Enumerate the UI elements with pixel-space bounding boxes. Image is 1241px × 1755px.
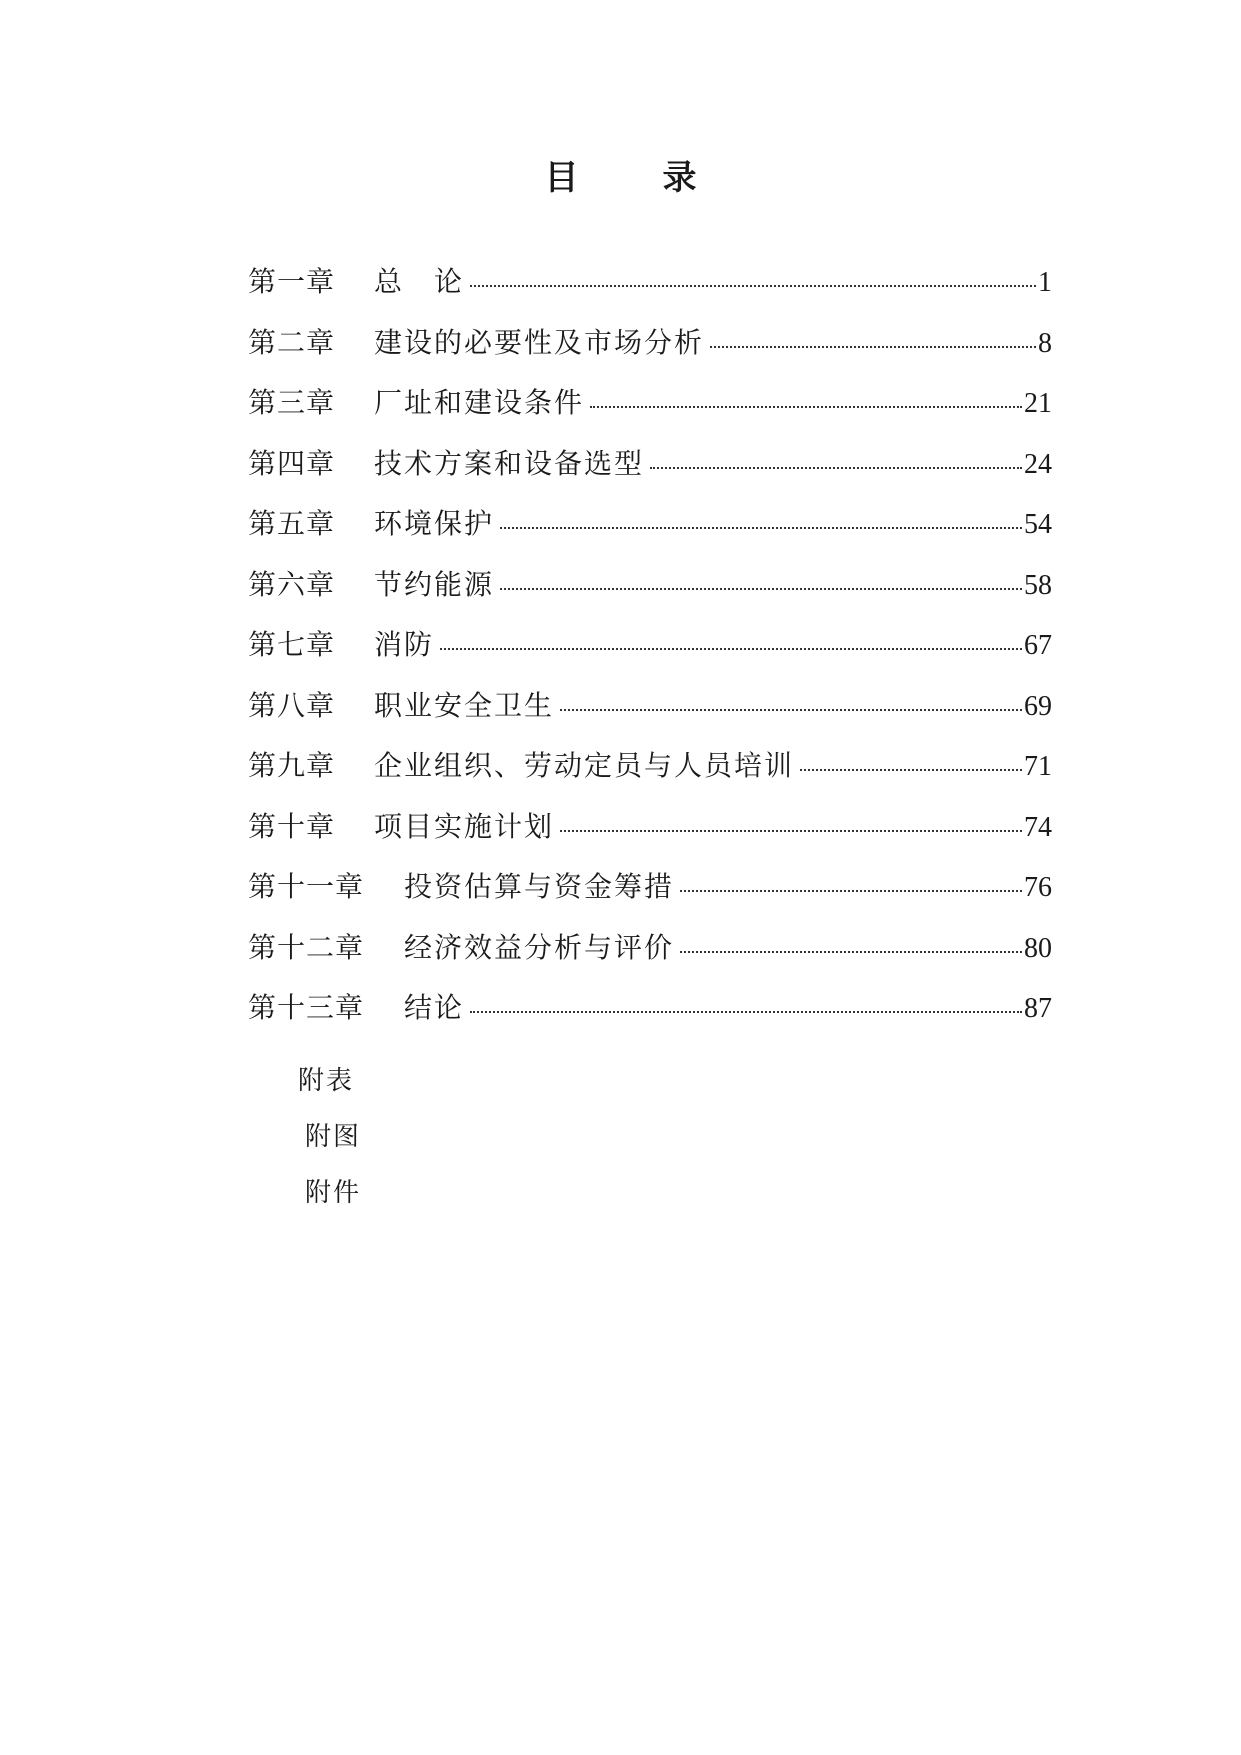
appendix-attachments[interactable]: 附件 — [305, 1178, 362, 1208]
table-of-contents — [248, 265, 1052, 1055]
toc-entry[interactable] — [248, 386, 1052, 450]
toc-entry[interactable] — [248, 265, 1052, 329]
toc-dot-leader — [680, 890, 1022, 892]
toc-entry[interactable] — [248, 991, 1052, 1055]
toc-chapter-number: 第七章 — [248, 628, 336, 661]
toc-chapter-title: 经济效益分析与评价 — [404, 930, 675, 964]
toc-page-number: 80 — [1024, 932, 1052, 964]
toc-chapter-number: 第二章 — [248, 325, 336, 359]
toc-page-number: 76 — [1024, 872, 1052, 903]
toc-chapter-number: 第十章 — [248, 809, 336, 843]
toc-chapter-number: 第十二章 — [248, 930, 365, 964]
toc-chapter-number: 第九章 — [248, 749, 336, 782]
appendix-figures[interactable]: 附图 — [305, 1122, 362, 1152]
toc-chapter-title: 项目实施计划 — [374, 809, 555, 843]
toc-dot-leader — [470, 285, 1036, 287]
toc-page-number: 69 — [1024, 690, 1052, 722]
toc-entry[interactable] — [248, 870, 1052, 934]
toc-dot-leader — [650, 467, 1022, 469]
toc-page-number: 87 — [1024, 993, 1052, 1024]
toc-entry[interactable] — [248, 749, 1052, 813]
toc-page-number: 74 — [1024, 811, 1052, 843]
toc-entry[interactable] — [248, 325, 1052, 390]
toc-page-number: 1 — [1038, 267, 1052, 298]
toc-chapter-number: 第六章 — [248, 567, 336, 601]
toc-chapter-title: 企业组织、劳动定员与人员培训 — [374, 749, 795, 782]
toc-chapter-number: 第五章 — [248, 507, 336, 540]
toc-dot-leader — [470, 1011, 1022, 1013]
toc-dot-leader — [680, 951, 1022, 953]
toc-chapter-number: 第四章 — [248, 446, 336, 480]
toc-page-number: 21 — [1024, 388, 1052, 419]
page-title — [0, 150, 1241, 199]
toc-chapter-title: 技术方案和设备选型 — [374, 446, 645, 480]
toc-entry[interactable] — [248, 809, 1052, 874]
appendix-tables[interactable]: 附表 — [298, 1066, 355, 1096]
toc-chapter-title: 建设的必要性及市场分析 — [374, 325, 705, 359]
toc-chapter-title: 节约能源 — [374, 567, 495, 601]
toc-chapter-title: 消防 — [374, 628, 435, 661]
toc-entry[interactable] — [248, 688, 1052, 753]
title-char: 目 — [544, 158, 579, 198]
toc-page-number: 8 — [1038, 327, 1052, 359]
toc-page-number: 54 — [1024, 509, 1052, 540]
toc-page-number: 24 — [1024, 448, 1052, 480]
toc-chapter-number: 第三章 — [248, 386, 336, 419]
toc-page-number: 58 — [1024, 569, 1052, 601]
toc-entry[interactable] — [248, 507, 1052, 571]
toc-chapter-title: 环境保护 — [374, 507, 495, 540]
toc-dot-leader — [560, 830, 1022, 832]
toc-dot-leader — [440, 648, 1022, 650]
toc-entry[interactable] — [248, 567, 1052, 632]
toc-dot-leader — [560, 709, 1022, 711]
toc-entry[interactable] — [248, 930, 1052, 995]
title-char: 录 — [662, 158, 697, 198]
toc-entry[interactable] — [248, 446, 1052, 511]
toc-chapter-title: 投资估算与资金筹措 — [404, 870, 675, 903]
toc-chapter-title: 厂址和建设条件 — [374, 386, 585, 419]
toc-entry[interactable] — [248, 628, 1052, 692]
toc-page-number: 71 — [1024, 751, 1052, 782]
toc-chapter-number: 第一章 — [248, 265, 336, 298]
toc-dot-leader — [500, 527, 1022, 529]
toc-chapter-title: 职业安全卫生 — [374, 688, 555, 722]
toc-dot-leader — [710, 346, 1036, 348]
toc-dot-leader — [800, 769, 1022, 771]
toc-page-number: 67 — [1024, 630, 1052, 661]
toc-chapter-title: 总 论 — [374, 265, 465, 298]
toc-dot-leader — [590, 406, 1022, 408]
toc-chapter-number: 第八章 — [248, 688, 336, 722]
toc-chapter-number: 第十一章 — [248, 870, 365, 903]
toc-dot-leader — [500, 588, 1022, 590]
toc-chapter-title: 结论 — [404, 991, 465, 1024]
toc-chapter-number: 第十三章 — [248, 991, 365, 1024]
